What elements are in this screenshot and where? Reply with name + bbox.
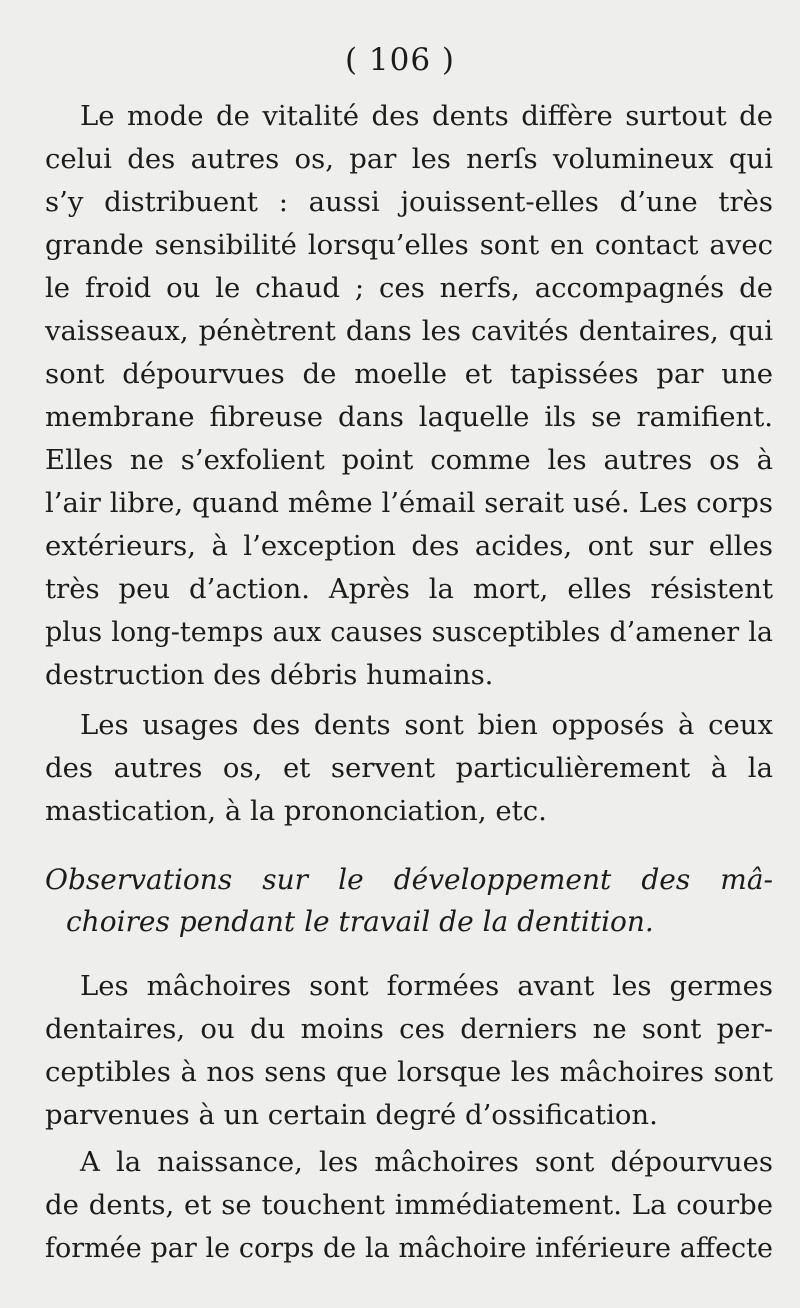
text-line: membrane fibreuse dans laquelle ils se ramifient. (45, 401, 773, 433)
text-line: destruction des débris humains. (45, 659, 494, 691)
text-line: dentaires, ou du moins ces derniers ne sont per- (45, 1013, 773, 1045)
text-line: sont dépourvues de moelle et tapissées par une (45, 358, 773, 390)
page-number: ( 106 ) (344, 42, 456, 78)
text-line: des autres os, et servent particulièrement à la (45, 752, 773, 784)
text-line: A la naissance, les mâchoires sont dépourvues (80, 1146, 773, 1178)
text-line: le froid ou le chaud ; ces nerfs, accompagnés de (45, 272, 773, 304)
text-line: Les usages des dents sont bien opposés à ceux (80, 709, 773, 741)
text-line: de dents, et se touchent immédiatement. La courbe (45, 1189, 773, 1221)
text-line: plus long-temps aux causes susceptibles d’amener la (45, 617, 773, 648)
text-line: Les mâchoires sont formées avant les germes (80, 970, 773, 1002)
text-line: formée par le corps de la mâchoire inférieure affecte (45, 1233, 773, 1264)
text-line: s’y distribuent : aussi jouissent-elles d’une très (45, 186, 773, 218)
text-line: ceptibles à nos sens que lorsque les mâchoires sont (45, 1056, 773, 1088)
text-line: Elles ne s’exfolient point comme les autres os à (45, 444, 773, 476)
text-line: parvenues à un certain degré d’ossification. (45, 1099, 658, 1131)
text-line: celui des autres os, par les nerſs volumineux qui (45, 143, 773, 175)
text-line: grande sensibilité lorsqu’elles sont en contact avec (45, 229, 773, 261)
text-line: vaisseaux, pénètrent dans les cavités dentaires, qui (45, 315, 773, 347)
text-line: extérieurs, à l’exception des acides, ont sur elles (45, 530, 773, 562)
text-line: Le mode de vitalité des dents diffère surtout de (80, 100, 773, 132)
text-line: très peu d’action. Après la mort, elles résistent (45, 573, 773, 605)
heading-line: Observations sur le développement des mâ- (45, 863, 773, 896)
text-line: l’air libre, quand même l’émail serait usé. Les corps (45, 487, 773, 519)
text-line: mastication, à la prononciation, etc. (45, 795, 547, 827)
heading-line: choires pendant le travail de la dentition. (66, 905, 654, 938)
